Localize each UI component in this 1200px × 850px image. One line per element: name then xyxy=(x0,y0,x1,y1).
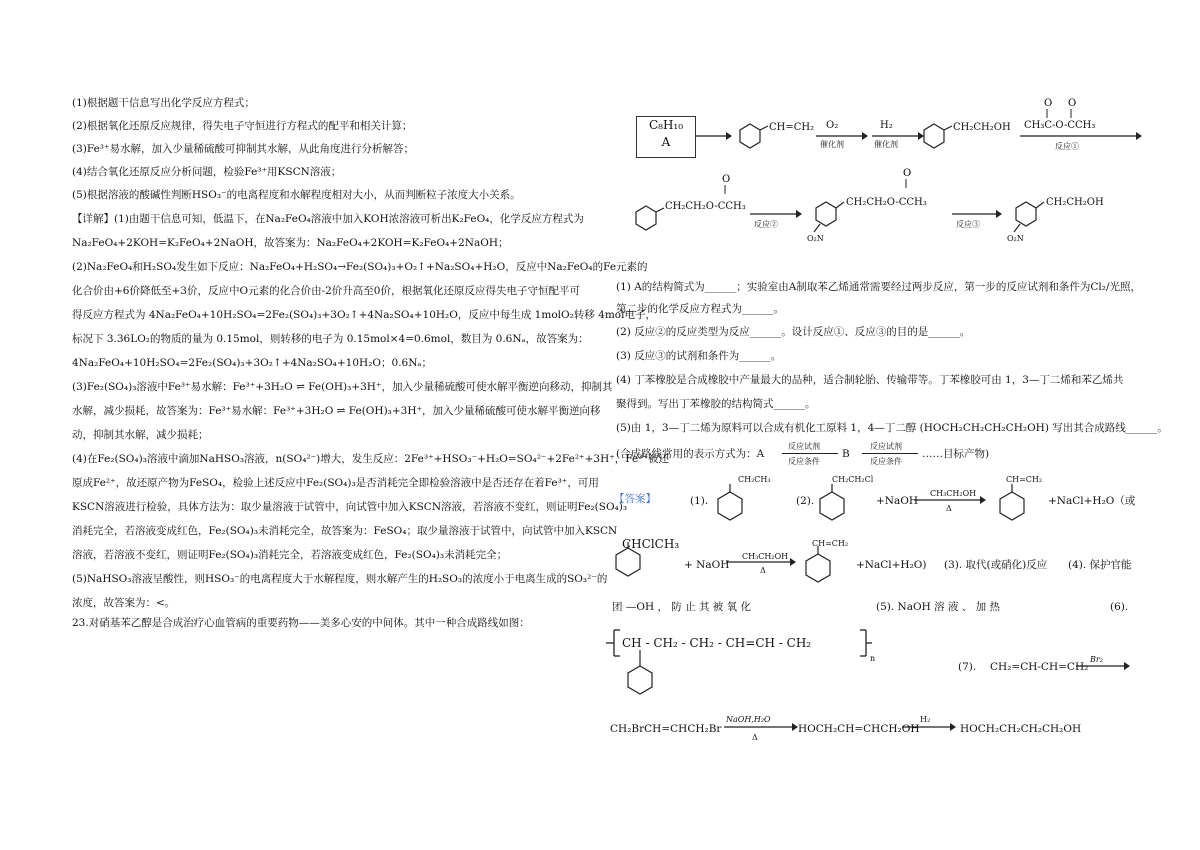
benzene-ring-icon xyxy=(718,492,742,520)
ethanol-condition: CH₃CH₂OH xyxy=(930,489,977,498)
question-1-cont: 第二步的化学反应方程式为______。 xyxy=(616,303,784,315)
heat-condition: Δ xyxy=(752,733,758,742)
styrene-label: CH=CH₂ xyxy=(769,122,815,133)
question-2: (2) 反应②的反应类型为反应______。设计反应①、反应③的目的是______。 xyxy=(616,326,971,338)
heat-condition: Δ xyxy=(760,566,766,575)
styrene-label: CH=CH₂ xyxy=(1006,475,1043,484)
scheme-structures xyxy=(600,90,1160,260)
text-line: (1)根据题干信息写出化学反应方程式； xyxy=(72,97,255,109)
route-arrow xyxy=(782,453,838,454)
text-line: (3)Fe₂(SO₄)₃溶液中Fe³⁺易水解：Fe³⁺+3H₂O ⇌ Fe(OH)₃+3H⁺，加入少量稀硫酸可使水解平衡逆向移动，抑制其 xyxy=(72,381,613,393)
text-line: 溶液，若溶液不变红，则证明Fe₂(SO₄)₃消耗完全，若溶液变成红色，Fe₂(SO₄)₃未消耗完全； xyxy=(72,549,508,561)
naoh-water-reagent: NaOH,H₂O xyxy=(726,715,771,724)
polymer-structure: CH - CH₂ - CH₂ - CH=CH - CH₂ xyxy=(622,636,812,650)
nitro-group-label: O₂N xyxy=(1007,234,1024,243)
route-reagent: 反应试剂 xyxy=(870,442,902,451)
reaction-2-label: 反应② xyxy=(754,220,778,229)
reaction-1-label: 反应① xyxy=(1055,142,1079,151)
text-line: 【详解】(1)由题干信息可知，低温下，在Na₂FeO₄溶液中加入KOH浓溶液可析出K₂FeO₄，化学反应方程式为 xyxy=(72,213,584,225)
answer-tag: 【答案】 xyxy=(614,493,656,505)
route-intermediate: B xyxy=(842,448,850,460)
text-line: KSCN溶液进行检验，具体方法为：取少量溶液于试管中，向试管中加入KSCN溶液，若溶液不变红，则证明Fe₂(SO₄)₃ xyxy=(72,501,628,513)
box-formula: C₈H₁₀ xyxy=(648,118,684,132)
reaction-3-label: 反应③ xyxy=(956,220,980,229)
answer-part-5: (5). NaOH 溶 液 、 加 热 xyxy=(876,601,1000,613)
answer-part-1: (1). xyxy=(690,495,709,507)
answer-part-7: (7). xyxy=(958,661,977,673)
answer-tail-1: +NaCl+H₂O（或 xyxy=(1048,495,1136,507)
benzene-ring-icon xyxy=(1016,202,1036,226)
route-arrow xyxy=(862,453,918,454)
route-format-suffix: ……目标产物) xyxy=(922,448,990,460)
chloroethyl-label: CHClCH₃ xyxy=(622,537,680,551)
text-line: (5)NaHSO₃溶液呈酸性，则HSO₃⁻的电离程度大于水解程度，则水解产生的H₂SO₃的浓度小于电离生成的SO₃²⁻的 xyxy=(72,573,608,585)
answer-tail-2: +NaCl+H₂O) xyxy=(856,559,927,571)
unsaturated-diol: HOCH₂CH=CHCH₂OH xyxy=(798,723,920,735)
benzene-ring-icon xyxy=(924,124,944,148)
butadiene: CH₂=CH-CH=CH₂ xyxy=(990,661,1089,673)
route-condition: 反应条件 xyxy=(870,457,902,466)
phenylethanol-label: CH₂CH₂OH xyxy=(953,122,1011,133)
answer-part-4-cont: 团 —OH ， 防 止 其 被 氧 化 xyxy=(612,601,751,613)
text-line: 水解，减少损耗，故答案为：Fe³⁺易水解：Fe³⁺+3H₂O ⇌ Fe(OH)₃+3H⁺，加入少量稀硫酸可使水解平衡逆向移 xyxy=(72,405,601,417)
arrow2-reagent: H₂ xyxy=(880,120,893,131)
text-line: Na₂FeO₄+2KOH=K₂FeO₄+2NaOH，故答案为：Na₂FeO₄+2KOH=K₂FeO₄+2NaOH； xyxy=(72,237,509,249)
chloroethylbenzene-label: CH₂CH₂Cl xyxy=(832,475,874,484)
polymer-n: n xyxy=(870,654,876,663)
ester-label: CH₂CH₂O-CCH₃ xyxy=(665,201,746,212)
arrow1-condition: 催化剂 xyxy=(820,140,844,149)
text-line: 消耗完全，若溶液变成红色，Fe₂(SO₄)₃未消耗完全，故答案为：FeSO₄；取少量溶液于试管中，向试管中加入KSCN xyxy=(72,525,618,537)
text-line: 得反应方程式为 4Na₂FeO₄+10H₂SO₄=2Fe₂(SO₄)₃+3O₂↑+4Na₂SO₄+10H₂O，反应中每生成 1molO₂转移 4mol电子， xyxy=(72,309,656,321)
final-product-label: CH₂CH₂OH xyxy=(1046,197,1104,208)
butanediol: HOCH₂CH₂CH₂CH₂OH xyxy=(960,723,1082,735)
box-letter: A xyxy=(661,135,671,149)
question-3: (3) 反应③的试剂和条件为______。 xyxy=(616,350,782,362)
benzene-ring-icon xyxy=(806,554,830,582)
nitro-ester-label: CH₂CH₂O-CCH₃ xyxy=(846,197,927,208)
question-5: (5)由 1，3—丁二烯为原料可以合成有机化工原料 1，4—丁二醇 (HOCH₂CH₂CH₂CH₂OH) 写出其合成路线______。 xyxy=(616,422,1168,434)
benzene-ring-icon xyxy=(628,666,652,694)
svg-text:O: O xyxy=(1068,98,1077,109)
text-line: (2)根据氧化还原反应规律，得失电子守恒进行方程式的配平和相关计算； xyxy=(72,120,413,132)
benzene-ring-icon xyxy=(636,206,656,230)
text-line: 化合价由+6价降低至+3价，反应中O元素的化合价由-2价升高至0价，根据氧化还原反应得失电子守恒配平可 xyxy=(72,285,580,297)
text-line: (3)Fe³⁺易水解，加入少量稀硫酸可抑制其水解，从此角度进行分析解答； xyxy=(72,143,415,155)
benzene-ring-icon xyxy=(616,548,640,576)
text-line: (2)Na₂FeO₄和H₂SO₄发生如下反应：Na₂FeO₄+H₂SO₄→Fe₂(SO₄)₃+O₂↑+Na₂SO₄+H₂O，反应中Na₂FeO₄的Fe元素的 xyxy=(72,261,648,273)
question-4-cont: 聚得到。写出丁苯橡胶的结构简式______。 xyxy=(616,398,816,410)
benzene-ring-icon xyxy=(816,202,836,226)
nitro-group-label: O₂N xyxy=(807,234,824,243)
svg-text:O: O xyxy=(903,168,912,179)
svg-text:O: O xyxy=(1044,98,1053,109)
text-line: (4)在Fe₂(SO₄)₃溶液中滴加NaHSO₃溶液，n(SO₄²⁻)增大，发生反应：2Fe³⁺+HSO₃⁻+H₂O=SO₄²⁻+2Fe²⁺+3H⁺，Fe³⁺被还 xyxy=(72,453,669,465)
heat-condition: Δ xyxy=(946,504,952,513)
arrow2-condition: 催化剂 xyxy=(874,140,898,149)
text-line: (5)根据溶液的酸碱性判断HSO₃⁻的电离程度和水解程度相对大小，从而判断粒子浓度大小关系。 xyxy=(72,189,521,201)
benzene-ring-icon xyxy=(740,124,760,148)
benzene-ring-icon xyxy=(1000,492,1024,520)
plus-naoh: +NaOH xyxy=(876,495,919,507)
text-line: 标况下 3.36LO₂的物质的量为 0.15mol，则转移的电子为 0.15mol×4=0.6mol，数目为 0.6Nₐ，故答案为： xyxy=(72,333,589,345)
ethanol-condition: CH₃CH₂OH xyxy=(742,552,789,561)
acetic-anhydride-label: CH₃C-O-CCH₃ xyxy=(1024,120,1096,131)
ethylbenzene-label: CH₂CH₃ xyxy=(738,475,771,484)
route-format-prefix: (合成路线常用的表示方式为：A xyxy=(616,448,765,460)
dibromide: CH₂BrCH=CHCH₂Br xyxy=(610,723,722,735)
text-line: 4Na₂FeO₄+10H₂SO₄=2Fe₂(SO₄)₃+3O₂↑+4Na₂SO₄+10H₂O；0.6Nₐ； xyxy=(72,357,432,369)
svg-text:O: O xyxy=(722,174,731,185)
text-line: (4)结合氧化还原反应分析问题，检验Fe³⁺用KSCN溶液； xyxy=(72,166,342,178)
answer-part-6: (6). xyxy=(1110,601,1129,613)
arrow1-reagent: O₂ xyxy=(826,120,839,131)
route-reagent: 反应试剂 xyxy=(788,442,820,451)
question-4: (4) 丁苯橡胶是合成橡胶中产量最大的品种，适合制轮胎、传输带等。丁苯橡胶可由 1，3—丁二烯和苯乙烯共 xyxy=(616,374,1124,386)
styrene-label-2: CH=CH₂ xyxy=(812,539,849,548)
plus-naoh-2: + NaOH xyxy=(684,559,730,571)
benzene-ring-icon xyxy=(820,492,844,520)
route-condition: 反应条件 xyxy=(788,457,820,466)
hydrogen-reagent: H₂ xyxy=(920,715,931,724)
answer-part-2: (2). xyxy=(796,495,815,507)
text-line: 原成Fe²⁺，故还原产物为FeSO₄，检验上述反应中Fe₂(SO₄)₃是否消耗完全即检验溶液中是否还存在着Fe³⁺，可用 xyxy=(72,477,599,489)
answer-part-3: (3). 取代(或硝化)反应 xyxy=(944,559,1048,571)
text-line: 动，抑制其水解，减少损耗； xyxy=(72,429,209,441)
answer-part-4: (4). 保护官能 xyxy=(1068,559,1132,571)
bromine-reagent: Br₂ xyxy=(1090,655,1103,664)
text-line: 浓度，故答案为：<。 xyxy=(72,597,176,609)
question-23-heading: 23.对硝基苯乙醇是合成治疗心血管病的重要药物——美多心安的中间体。其中一种合成路线如图： xyxy=(72,617,530,629)
question-1: (1) A的结构简式为______；实验室由A制取苯乙烯通常需要经过两步反应，第一步的反应试剂和条件为Cl₂/光照， xyxy=(616,281,1142,293)
